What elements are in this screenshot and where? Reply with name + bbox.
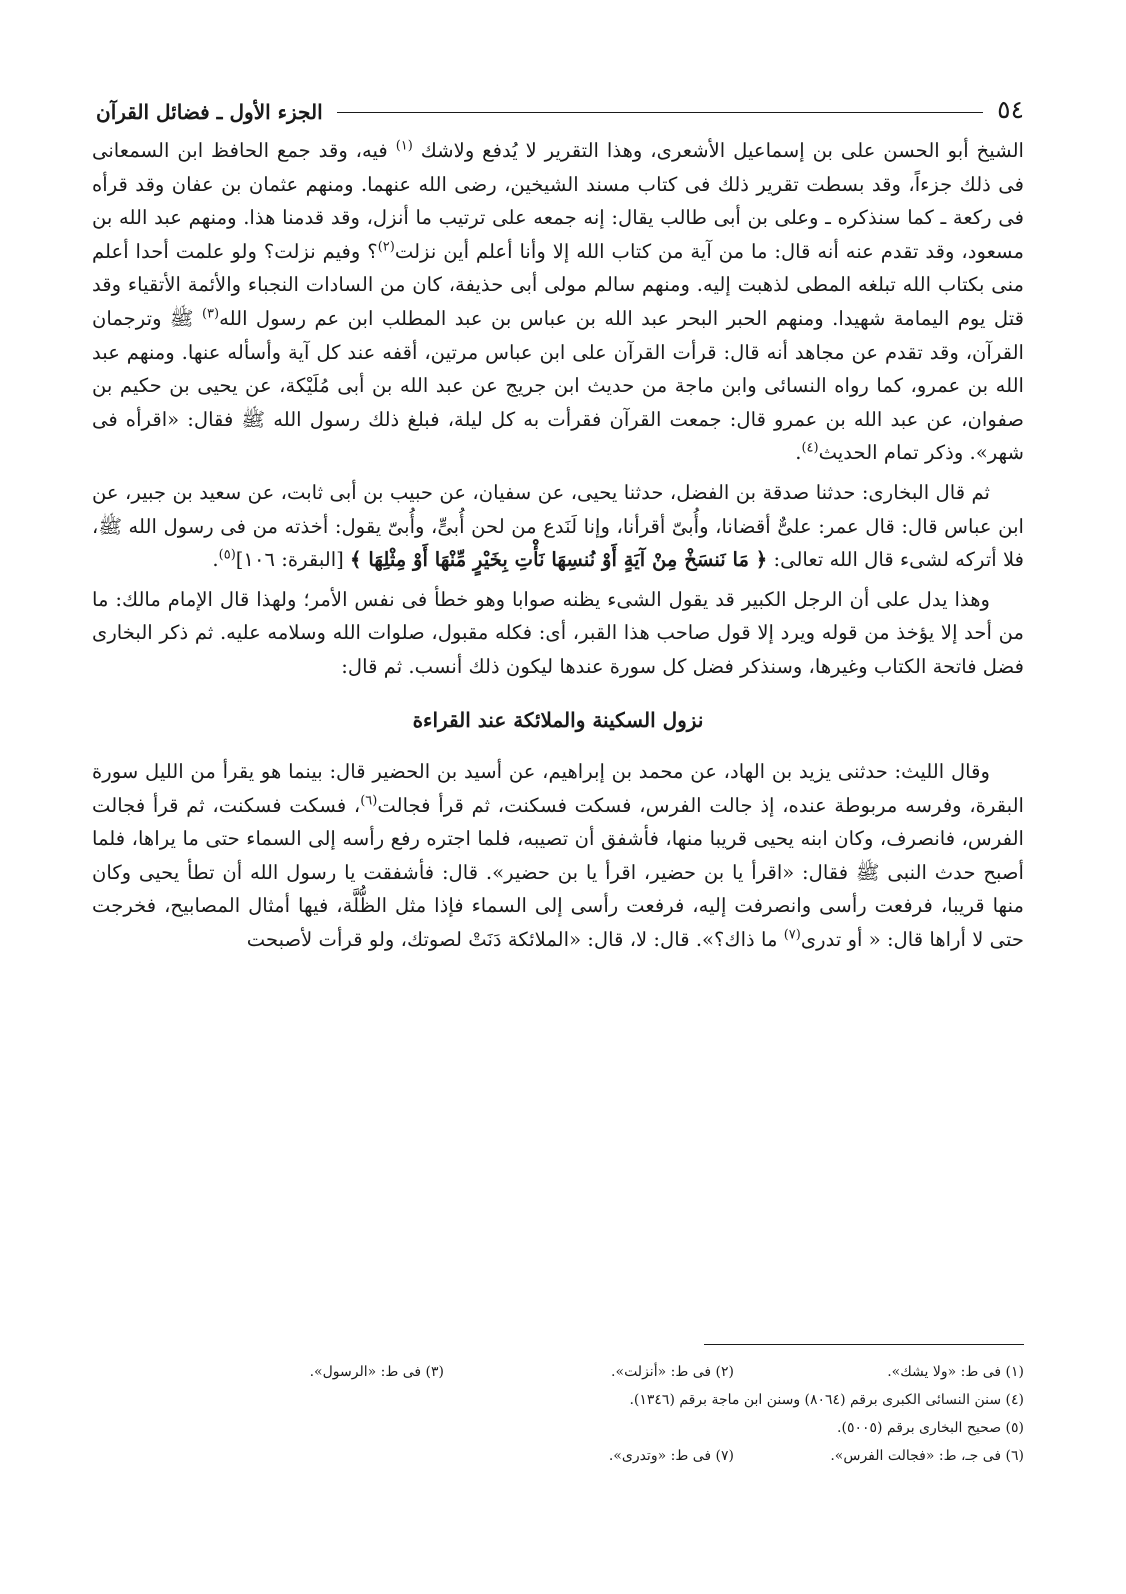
footnote-row [204,1358,1024,1386]
main-text [92,134,1024,963]
header-rule [337,112,984,113]
footnote-ref-7[interactable]: (٧) [783,927,801,943]
footnote-row [204,1386,1024,1414]
running-title: الجزء الأول ـ فضائل القرآن [96,100,323,124]
footnote-4: (٤) سنن النسائى الكبرى برقم (٨٠٦٤) وسنن ابن ماجة برقم (١٣٤٦). [629,1392,1024,1408]
footnote-6: (٦) فى جـ، ط: «فجالت الفرس». [830,1448,1024,1464]
footnote-ref-3[interactable]: (٣) [201,306,220,322]
footnote-5: (٥) صحيح البخارى برقم (٥٠٠٥). [837,1420,1024,1436]
footnote-row [204,1442,1024,1470]
footnote-3: (٣) فى ط: «الرسول». [309,1364,444,1380]
page-number: ٥٤ [997,95,1024,124]
footnote-row [204,1414,1024,1442]
section-heading: نزول السكينة والملائكة عند القراءة [412,707,704,732]
footnotes [204,1358,1024,1470]
footnote-ref-6[interactable]: (٦) [360,793,378,809]
paragraph-3: وهذا يدل على أن الرجل الكبير قد يقول الشىء يظنه صوابا وهو خطأ فى نفس الأمر؛ ولهذا قال الإمام مالك: ما من أحد إلا يؤخذ من قوله ويرد إلا قول صاحب هذا القبر، أى: فكله مقبول، صلوات الله وسلامه عليه. ثم ذكر البخارى فضل فاتحة الكتاب وغيرها، وسنذكر فضل كل سورة عندها ليكون ذلك أنسب. ثم قال: [92,587,1024,678]
footnote-ref-5[interactable]: (٥) [218,547,236,563]
paragraph-1: الشيخ أبو الحسن على بن إسماعيل الأشعرى، وهذا التقرير لا يُدفع ولاشك $^{(١)}$ فيه، وقد جمع الحافظ ابن السمعانى فى ذلك جزءاً، وقد بسطت تقرير ذلك فى كتاب مسند الشيخين، رضى الله عنهما. ومنهم عثمان بن عفان وقد قرأه فى ركعة ـ كما سنذكره ـ وعلى بن أبى طالب يقال: إنه جمعه على ترتيب ما أنزل، وقد قدمنا هذا. ومنهم عبد الله بن مسعود، وقد تقدم عنه أنه قال: ما من آية من كتاب الله إلا وأنا أعلم أين نزلت$^{(٢)}$؟ وفيم نزلت؟ ولو علمت أحدا أعلم منى بكتاب الله تبلغه المطى لذهبت إليه. ومنهم سالم مولى أبى حذيفة، كان من السادات النجباء والأئمة الأتقياء وقد قتل يوم اليمامة شهيدا. ومنهم الحبر البحر عبد الله بن عباس بن عبد المطلب ابن عم رسول الله$^{(٣)}$ ﷺ وترجمان القرآن، وقد تقدم عن مجاهد أنه قال: قرأت القرآن على ابن عباس مرتين، أقفه عند كل آية وأسأله عنها. ومنهم عبد الله بن عمرو، كما رواه النسائى وابن ماجة من حديث ابن جريج عن عبد الله بن أبى مُلَيْكة، عن يحيى بن حكيم بن صفوان، عن عبد الله بن عمرو قال: جمعت القرآن فقرأت به كل ليلة، فبلغ ذلك رسول الله ﷺ فقال: «اقرأه فى شهر». وذكر تمام الحديث$^{(٤)}$. [92,138,1025,465]
footnote-2: (٢) فى ط: «أنزلت». [611,1364,734,1380]
quran-verse: ﴿ مَا نَنسَخْ مِنْ آيَةٍ أَوْ نُنسِهَا نَأْتِ بِخَيْرٍ مِّنْهَا أَوْ مِثْلِهَا ﴾ [350,548,768,572]
footnote-7: (٧) فى ط: «وتدرى». [608,1448,734,1464]
footnote-ref-4[interactable]: (٤) [801,440,819,456]
page-header [96,84,1024,124]
footnote-ref-1[interactable]: (١) [395,138,413,154]
footnote-ref-2[interactable]: (٢) [377,239,395,255]
paragraph-2: ثم قال البخارى: حدثنا صدقة بن الفضل، حدثنا يحيى، عن سفيان، عن حبيب بن أبى ثابت، عن سعيد بن جبير، عن ابن عباس قال: قال عمر: علىٌّ أقضانا، وأُبىّ أقرأنا، وإنا لَنَدع من لحن أُبىٍّ، وأُبىّ يقول: أخذته من فى رسول الله ﷺ، فلا أتركه لشىء قال الله تعالى: ﴿ مَا نَنسَخْ مِنْ آيَةٍ أَوْ نُنسِهَا نَأْتِ بِخَيْرٍ مِّنْهَا أَوْ مِثْلِهَا ﴾ [البقرة: ١٠٦]$^{(٥)}$. [92,480,1024,572]
footnote-separator [704,1344,1024,1345]
paragraph-4: وقال الليث: حدثنى يزيد بن الهاد، عن محمد بن إبراهيم، عن أسيد بن الحضير قال: بينما هو يقرأ من الليل سورة البقرة، وفرسه مربوطة عنده، إذ جالت الفرس، فسكت فسكنت، ثم قرأ فجالت$^{(٦)}$، فسكت فسكنت، ثم قرأ فجالت الفرس، فانصرف، وكان ابنه يحيى قريبا منها، فأشفق أن تصيبه، فلما اجتره رفع رأسه إلى السماء حتى ما يراها، فلما أصبح حدث النبى ﷺ فقال: «اقرأ يا بن حضير، اقرأ يا بن حضير». قال: فأشفقت يا رسول الله أن تطأ يحيى وكان منها قريبا، فرفعت رأسى وانصرفت إليه، فرفعت رأسى إلى السماء فإذا مثل الظُّلَّة، فيها أمثال المصابيح، فخرجت حتى لا أراها قال: « أو تدرى$^{(٧)}$ ما ذاك؟». قال: لا، قال: «الملائكة دَنَتْ لصوتك، ولو قرأت لأصبحت [92,760,1024,952]
footnote-1: (١) فى ط: «ولا يشك». [887,1364,1024,1380]
